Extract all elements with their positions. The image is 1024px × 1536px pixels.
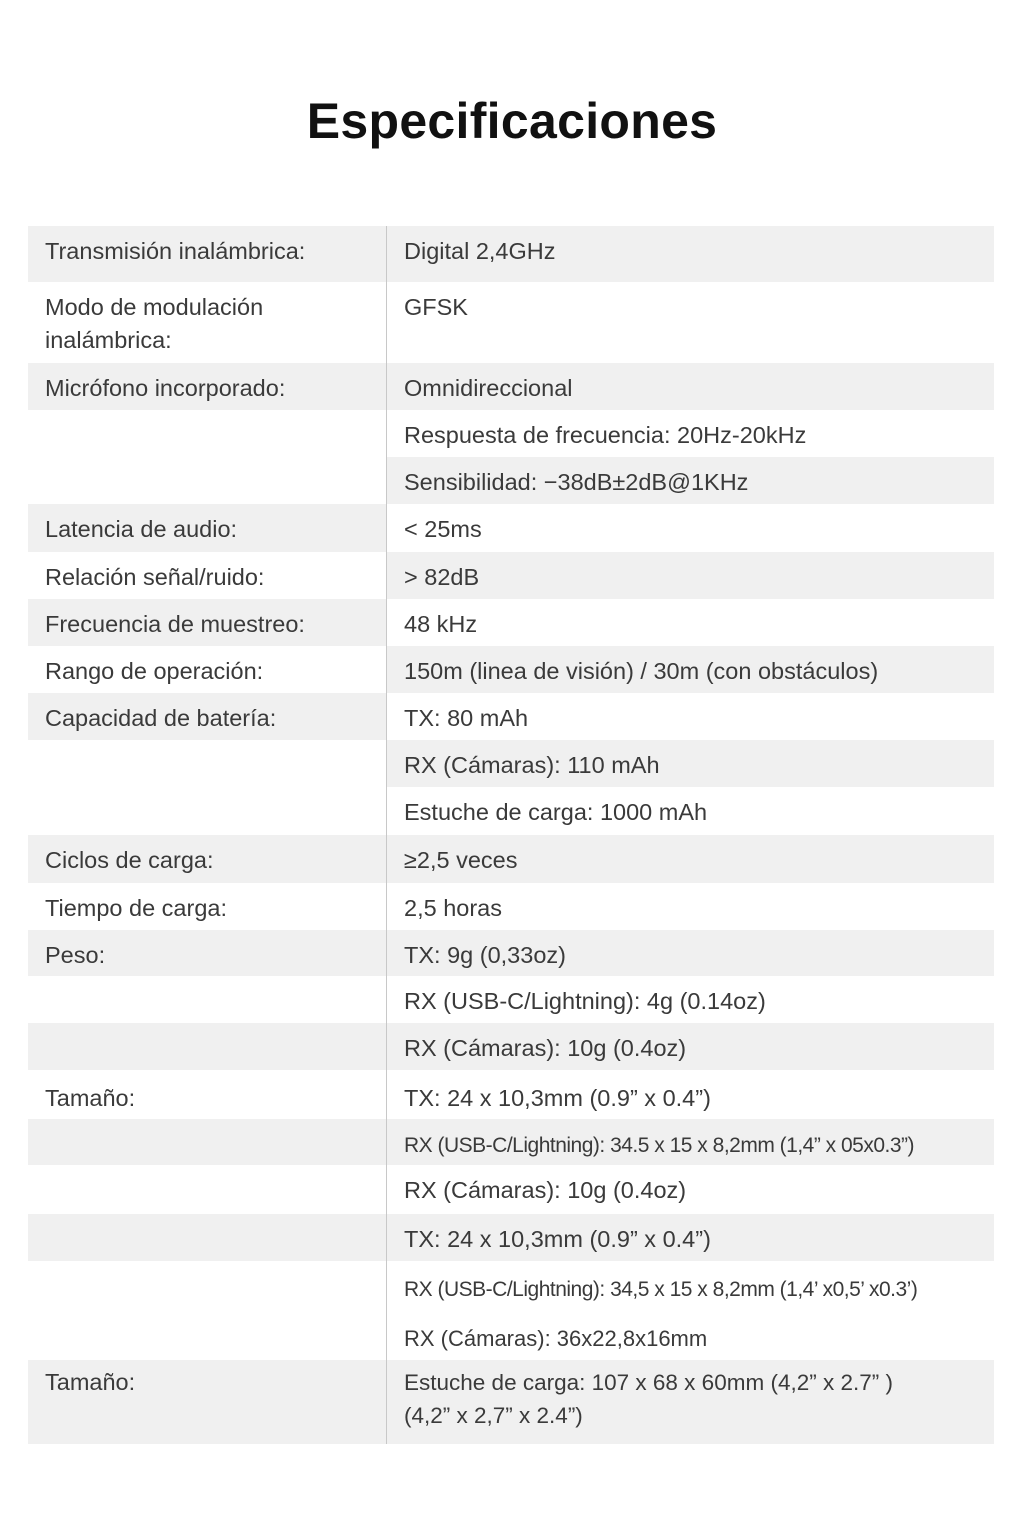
- spec-value: RX (Cámaras): 110 mAh: [387, 740, 994, 787]
- spec-row: [28, 883, 994, 930]
- spec-value: RX (USB-C/Lightning): 4g (0.14oz): [404, 988, 766, 1014]
- spec-row: [28, 282, 994, 363]
- spec-value: Digital 2,4GHz: [404, 238, 556, 264]
- spec-label: [28, 457, 386, 504]
- spec-label: [28, 1313, 386, 1360]
- spec-row: [28, 1313, 994, 1360]
- spec-value: Estuche de carga: 107 x 68 x 60mm (4,2” x 2.7” ) (4,2” x 2,7” x 2.4”): [404, 1370, 893, 1428]
- spec-row: [28, 457, 994, 504]
- spec-value: TX: 9g (0,33oz): [404, 942, 566, 968]
- spec-label: Ciclos de carga:: [45, 847, 214, 873]
- spec-table: [28, 226, 994, 1444]
- spec-row: [28, 410, 994, 457]
- spec-label: [28, 976, 386, 1023]
- spec-value: Sensibilidad: −38dB±2dB@1KHz: [387, 457, 994, 504]
- spec-value: ≥2,5 veces: [404, 847, 518, 873]
- spec-label: Modo de modulación inalámbrica:: [45, 294, 264, 353]
- spec-label: Tamaño:: [45, 1085, 136, 1111]
- spec-label: [28, 1119, 386, 1165]
- spec-label: Tamaño:: [45, 1369, 136, 1395]
- spec-label: Latencia de audio:: [28, 504, 386, 552]
- spec-label: Rango de operación:: [45, 658, 264, 684]
- spec-row: [28, 1165, 994, 1214]
- spec-value: Estuche de carga: 1000 mAh: [404, 799, 708, 825]
- spec-row: [28, 1070, 994, 1119]
- spec-label: Micrófono incorporado:: [45, 375, 286, 401]
- spec-row: [28, 1261, 994, 1313]
- spec-row: [28, 976, 994, 1023]
- spec-label: [28, 1165, 386, 1214]
- spec-value: 150m (linea de visión) / 30m (con obstáculos): [387, 646, 994, 693]
- spec-label: [28, 740, 386, 787]
- spec-value: > 82dB: [387, 552, 994, 599]
- spec-label: Capacidad de batería:: [28, 693, 386, 740]
- spec-row: [28, 740, 994, 787]
- spec-row: [28, 226, 994, 282]
- spec-label: [28, 1214, 386, 1261]
- spec-label: [28, 1261, 386, 1313]
- spec-value: 2,5 horas: [404, 895, 502, 921]
- spec-value: RX (USB-C/Lightning): 34.5 x 15 x 8,2mm (1,4” x 05x0.3”): [404, 1134, 915, 1157]
- spec-value: RX (Cámaras): 10g (0.4oz): [404, 1177, 687, 1203]
- spec-row: [28, 1119, 994, 1165]
- spec-value: RX (USB-C/Lightning): 34,5 x 15 x 8,2mm (1,4’ x0,5’ x0.3’): [404, 1278, 918, 1301]
- spec-value: < 25ms: [404, 516, 482, 542]
- spec-row: [28, 1023, 994, 1070]
- spec-value: TX: 24 x 10,3mm (0.9” x 0.4”): [404, 1226, 711, 1252]
- page-title: Especificaciones: [306, 93, 718, 149]
- spec-row: [28, 552, 994, 599]
- spec-row: [28, 1360, 994, 1444]
- spec-label: Relación señal/ruido:: [45, 564, 265, 590]
- spec-value: Omnidireccional: [404, 375, 573, 401]
- spec-value: TX: 24 x 10,3mm (0.9” x 0.4”): [404, 1085, 711, 1111]
- spec-label: [28, 1023, 386, 1070]
- spec-value: GFSK: [404, 294, 468, 320]
- spec-label: Peso:: [45, 942, 106, 968]
- spec-label: Frecuencia de muestreo:: [28, 599, 386, 646]
- spec-value: TX: 80 mAh: [404, 705, 529, 731]
- spec-label: Transmisión inalámbrica:: [45, 238, 306, 264]
- spec-row: [28, 835, 994, 883]
- spec-row: [28, 930, 994, 976]
- spec-label: [28, 410, 386, 457]
- spec-label: Tiempo de carga:: [45, 895, 227, 921]
- spec-row: [28, 1214, 994, 1261]
- spec-row: [28, 363, 994, 410]
- spec-row: [28, 646, 994, 693]
- spec-value: Respuesta de frecuencia: 20Hz-20kHz: [404, 422, 807, 448]
- spec-row: [28, 599, 994, 646]
- spec-value: 48 kHz: [404, 611, 478, 637]
- spec-row: [28, 504, 994, 552]
- spec-label: [28, 787, 386, 835]
- spec-row: [28, 787, 994, 835]
- spec-value: RX (Cámaras): 36x22,8x16mm: [404, 1326, 708, 1351]
- spec-row: [28, 693, 994, 740]
- spec-value: RX (Cámaras): 10g (0.4oz): [404, 1035, 687, 1061]
